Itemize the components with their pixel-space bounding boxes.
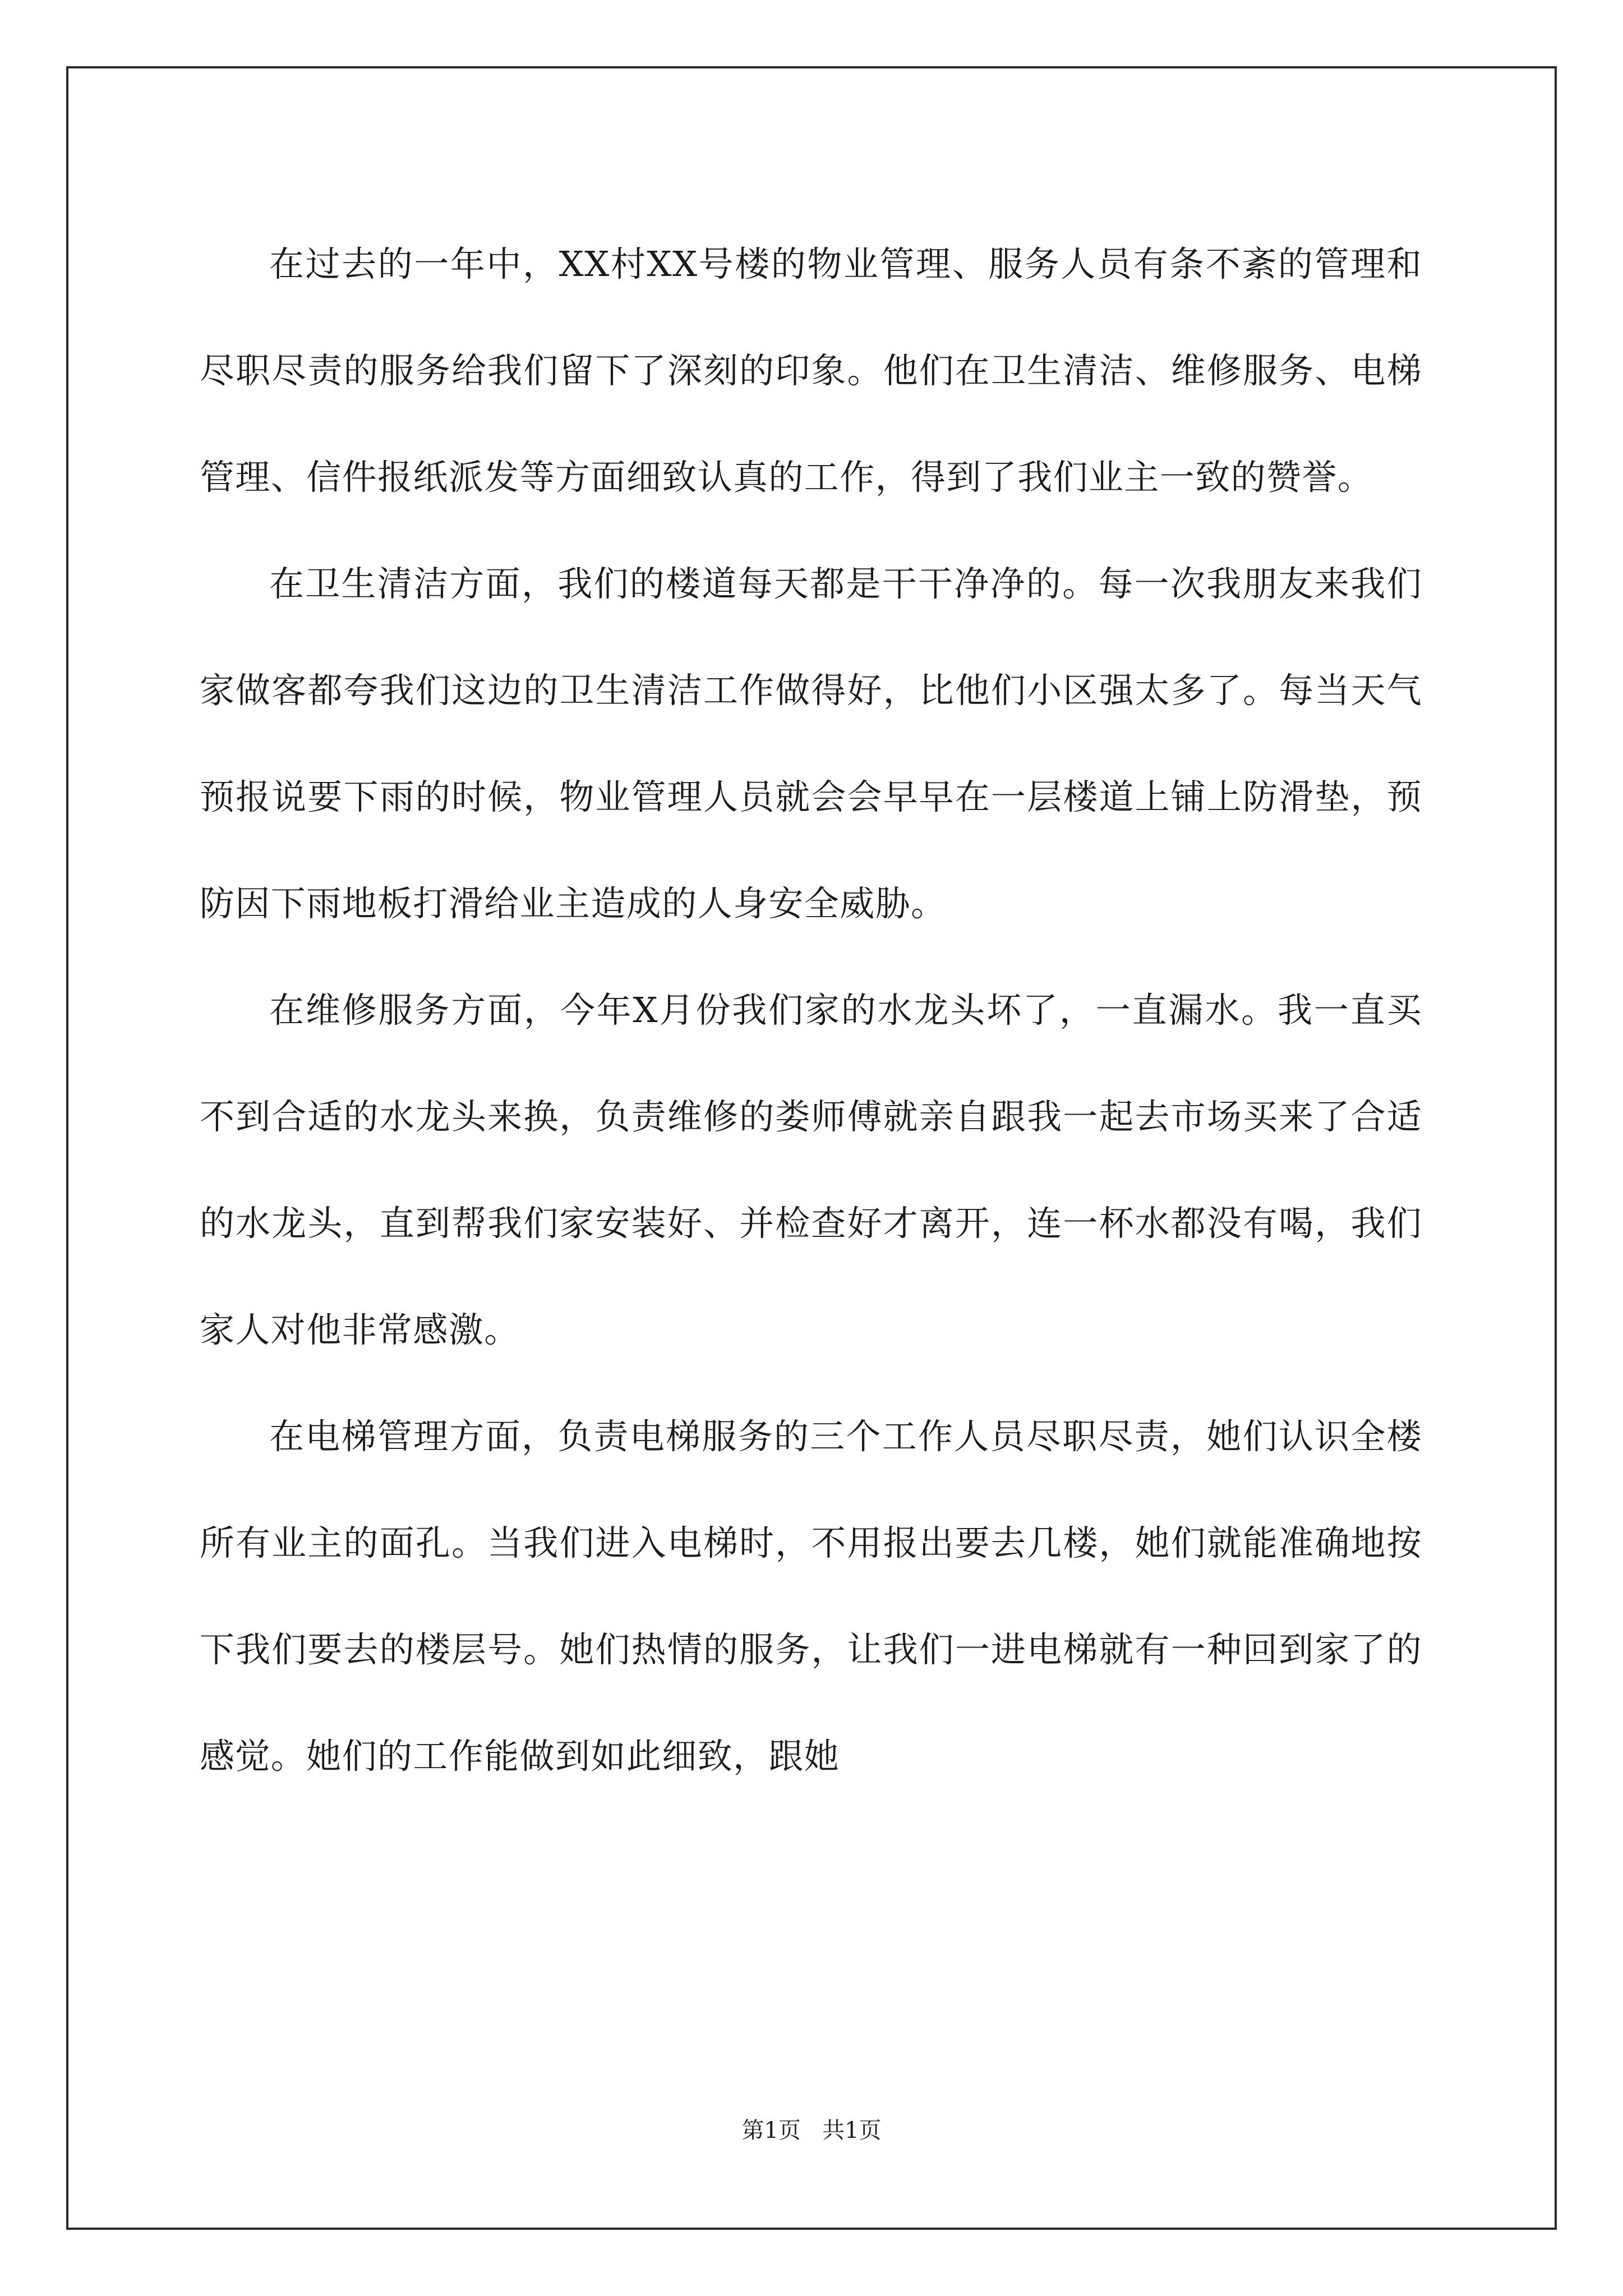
paragraph-repair: 在维修服务方面，今年X月份我们家的水龙头坏了，一直漏水。我一直买不到合适的水龙头来换，负责维修的娄师傅就亲自跟我一起去市场买来了合适的水龙头，直到帮我们家安装好、并检查好才离开，连一杯水都没有喝，我们家人对他非常感激。 <box>200 990 1422 1350</box>
paragraph-cleaning: 在卫生清洁方面，我们的楼道每天都是干干净净的。每一次我朋友来我们家做客都夸我们这边的卫生清洁工作做得好，比他们小区强太多了。每当天气预报说要下雨的时候，物业管理人员就会会早早在一层楼道上铺上防滑垫，预防因下雨地板打滑给业主造成的人身安全威胁。 <box>200 563 1422 924</box>
page-number-footer: 第1页 共1页 <box>741 2118 882 2143</box>
paragraph-intro: 在过去的一年中，XX村XX号楼的物业管理、服务人员有条不紊的管理和尽职尽责的服务给我们留下了深刻的印象。他们在卫生清洁、维修服务、电梯管理、信件报纸派发等方面细致认真的工作，得到了我们业主一致的赞誉。 <box>200 243 1422 498</box>
document-body <box>200 211 1422 1810</box>
paragraph-elevator: 在电梯管理方面，负责电梯服务的三个工作人员尽职尽责，她们认识全楼所有业主的面孔。当我们进入电梯时，不用报出要去几楼，她们就能准确地按下我们要去的楼层号。她们热情的服务，让我们一进电梯就有一种回到家了的感觉。她们的工作能做到如此细致，跟她 <box>200 1416 1422 1777</box>
